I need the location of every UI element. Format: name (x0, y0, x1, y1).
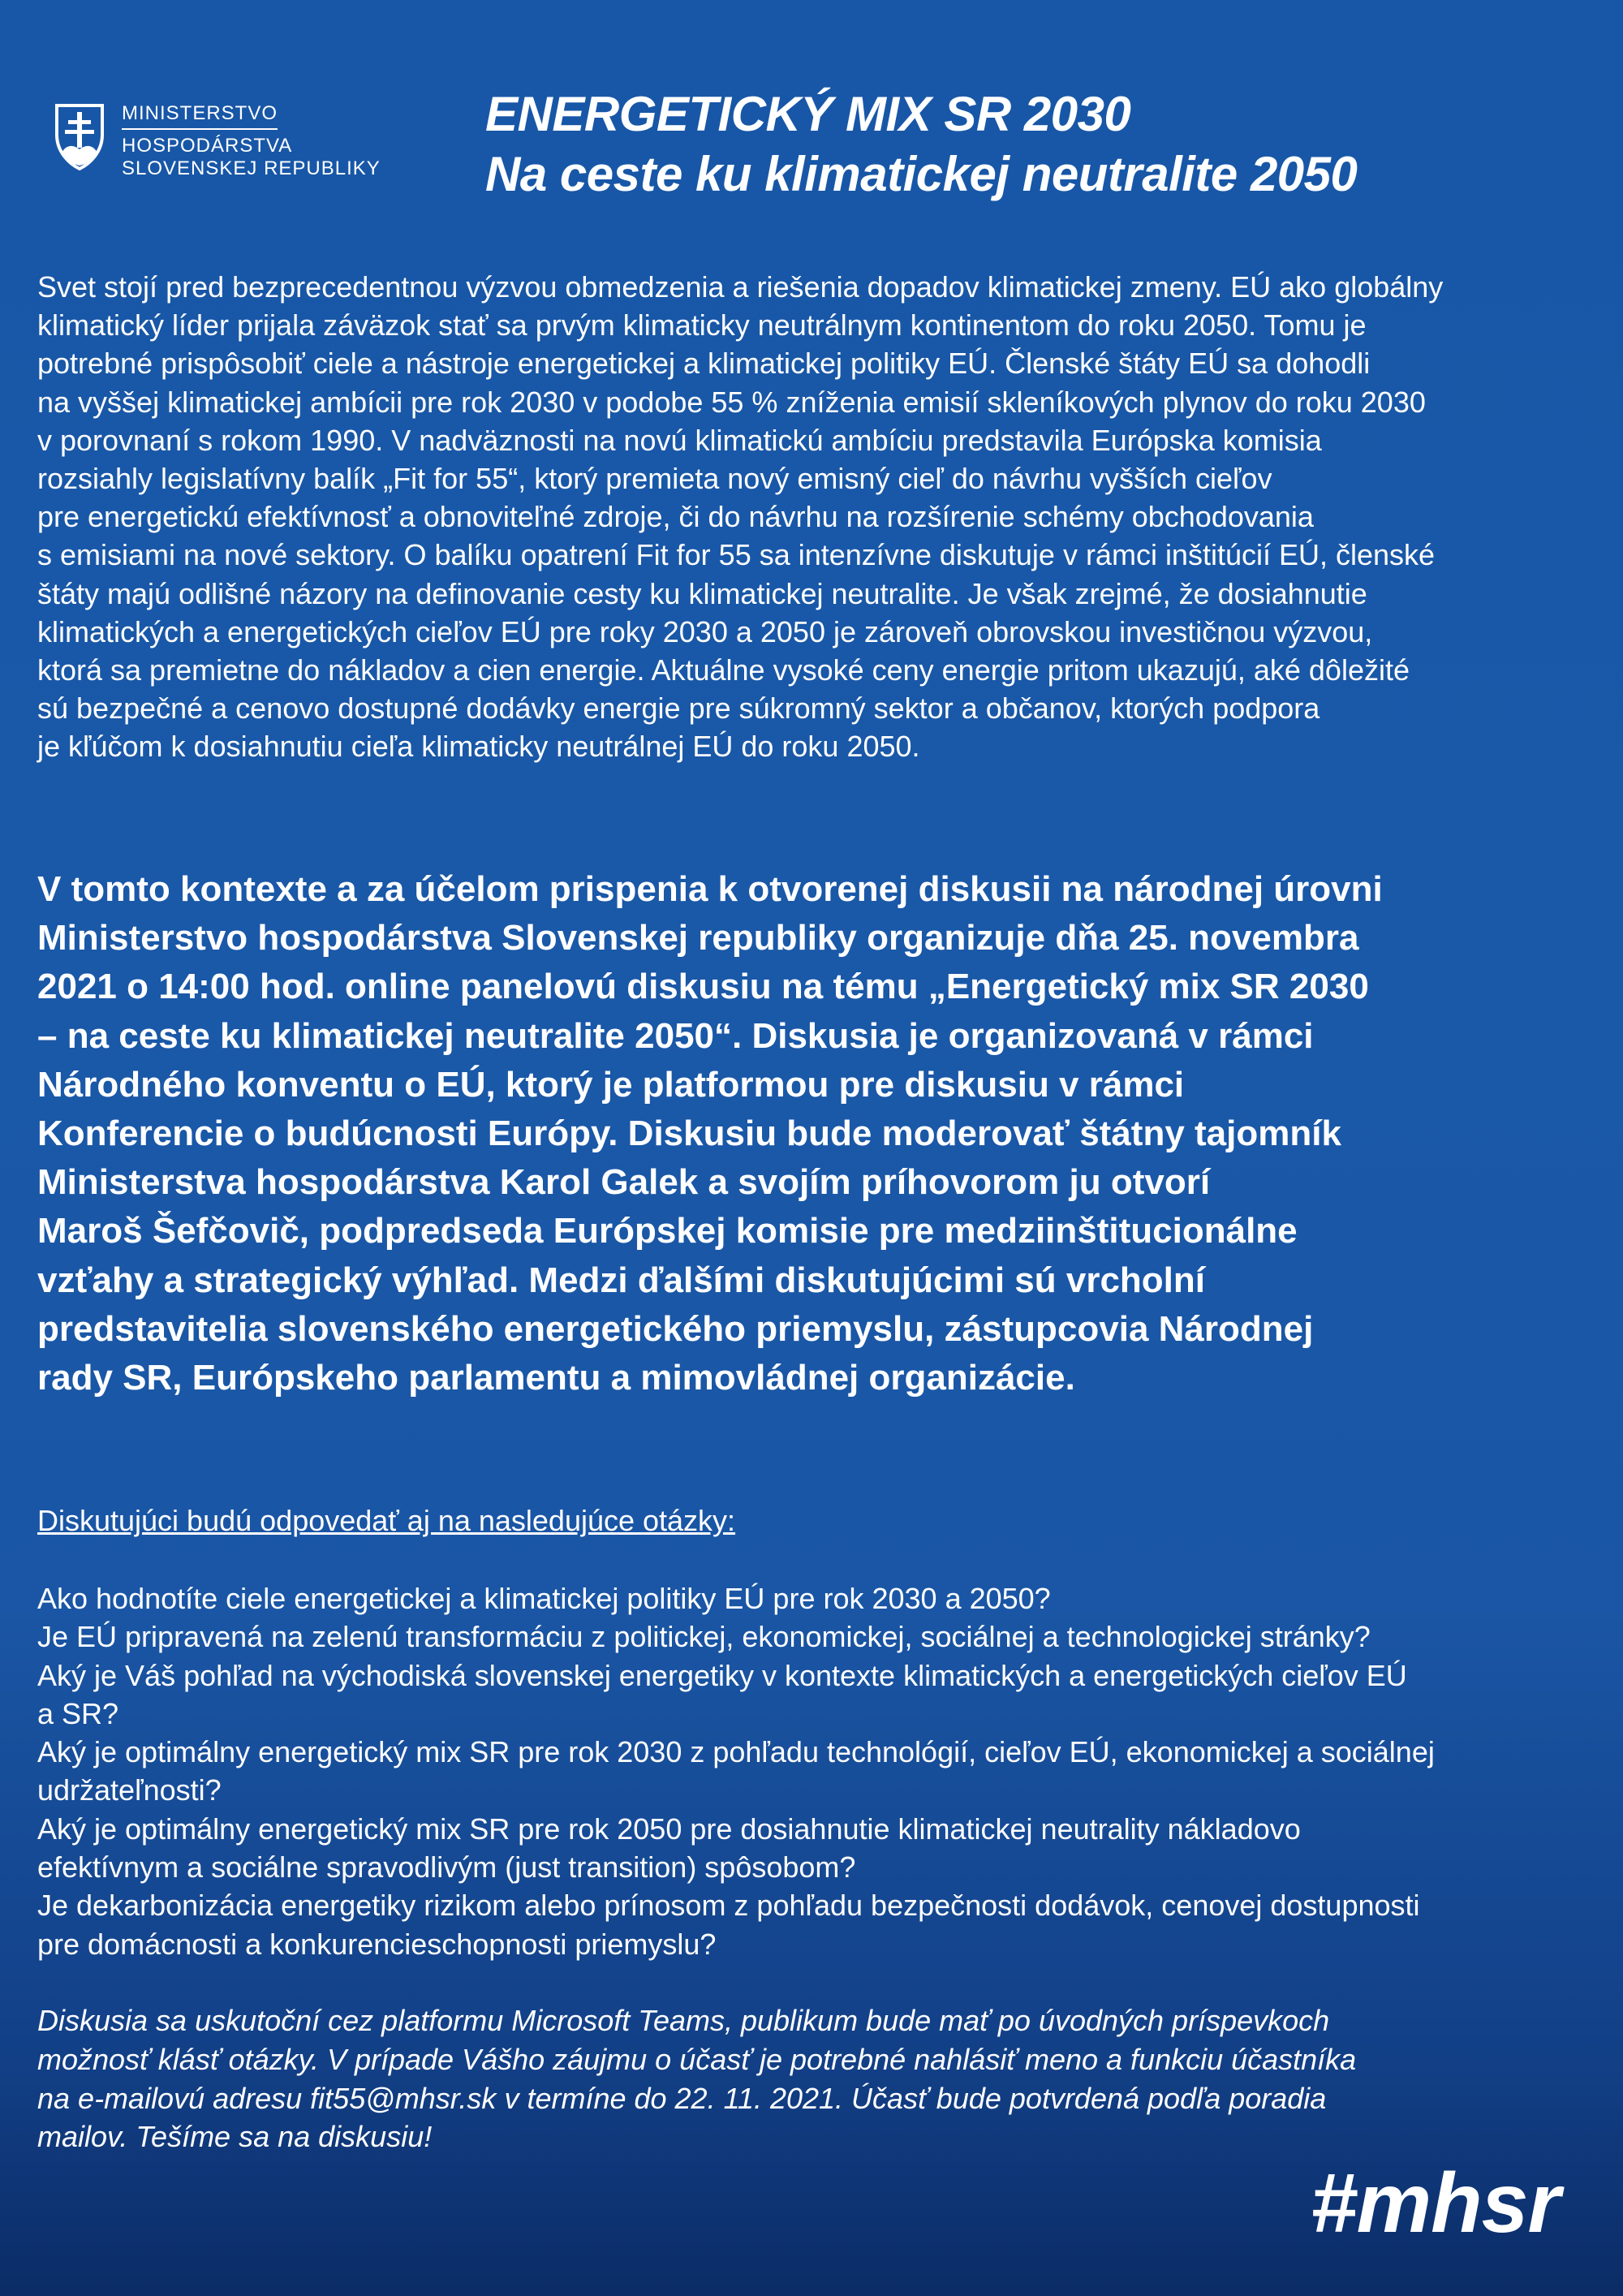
hashtag: #mhsr (1310, 2156, 1560, 2251)
questions-list (37, 1579, 1604, 1963)
intro-line: na vyššej klimatickej ambícii pre rok 2030 v podobe 55 % zníženia emisií skleníkových plynov do roku 2030 (37, 385, 1426, 419)
page-title (485, 84, 1357, 205)
slovak-coat-of-arms-icon (54, 102, 105, 170)
logo-line-2: HOSPODÁRSTVA (122, 135, 293, 157)
announcement-line: Konferencie o budúcnosti Európy. Diskusiu bude moderovať štátny tajomník (37, 1114, 1341, 1154)
intro-line: rozsiahly legislatívny balík „Fit for 55“, ktorý premieta nový emisný cieľ do návrhu vyšších cieľov (37, 462, 1272, 496)
announcement-line: Národného konventu o EÚ, ktorý je platformou pre diskusiu v rámci (37, 1064, 1185, 1105)
announcement-line: predstavitelia slovenského energetického priemyslu, zástupcovia Národnej (37, 1308, 1314, 1349)
ministry-logo (54, 102, 381, 180)
title-line-1: ENERGETICKÝ MIX SR 2030 (485, 87, 1131, 141)
question-line: Aký je Váš pohľad na východiská slovenskej energetiky v kontexte klimatických a energetických cieľov EÚ (37, 1658, 1407, 1692)
question-line: Aký je optimálny energetický mix SR pre rok 2050 pre dosiahnutie klimatickej neutrality nákladovo (37, 1811, 1301, 1846)
intro-line: ktorá sa premietne do nákladov a cien energie. Aktuálne vysoké ceny energie pritom ukazujú, aké dôležité (37, 653, 1410, 687)
logo-line-3: SLOVENSKEJ REPUBLIKY (122, 157, 381, 179)
question-line: Aký je optimálny energetický mix SR pre rok 2030 z pohľadu technológií, cieľov EÚ, ekonomickej a sociálnej (37, 1735, 1435, 1769)
question-line: Je dekarbonizácia energetiky rizikom alebo prínosom z pohľadu bezpečnosti dodávok, cenovej dostupnosti (37, 1889, 1420, 1923)
announcement-line: V tomto kontexte a za účelom prispenia k otvorenej diskusii na národnej úrovni (37, 869, 1383, 909)
closing-paragraph (37, 2001, 1604, 2156)
intro-line: pre energetickú efektívnosť a obnoviteľné zdroje, či do návrhu na rozšírenie schémy obchodovania (37, 500, 1314, 534)
intro-line: potrebné prispôsobiť ciele a nástroje energetickej a klimatickej politiky EÚ. Členské štáty EÚ sa dohodli (37, 347, 1371, 381)
announcement-line: rady SR, Európskeho parlamentu a mimovládnej organizácie. (37, 1358, 1075, 1398)
logo-line-1: MINISTERSTVO (122, 102, 278, 130)
announcement-line: 2021 o 14:00 hod. online panelovú diskusiu na tému „Energetický mix SR 2030 (37, 967, 1369, 1007)
intro-line: Svet stojí pred bezprecedentnou výzvou obmedzenia a riešenia dopadov klimatickej zmeny. EÚ ako globálny (37, 270, 1444, 304)
intro-line: je kľúčom k dosiahnutiu cieľa klimaticky neutrálnej EÚ do roku 2050. (37, 730, 920, 764)
question-line: pre domácnosti a konkurencieschopnosti priemyslu? (37, 1927, 717, 1961)
intro-line: klimatický líder prijala záväzok stať sa prvým klimaticky neutrálnym kontinentom do roku 2050. Tomu je (37, 308, 1367, 342)
intro-line: štáty majú odlišné názory na definovanie cesty ku klimatickej neutralite. Je však zrejmé, že dosiahnutie (37, 576, 1367, 610)
announcement-line: vzťahy a strategický výhľad. Medzi ďalšími diskutujúcimi sú vrcholní (37, 1260, 1206, 1300)
announcement-paragraph (37, 865, 1604, 1402)
intro-line: s emisiami na nové sektory. O balíku opatrení Fit for 55 sa intenzívne diskutuje v rámci inštitúcií EÚ, členské (37, 538, 1436, 572)
announcement-line: Maroš Šefčovič, podpredseda Európskej komisie pre medziinštitucionálne (37, 1211, 1298, 1251)
announcement-line: Ministerstva hospodárstva Karol Galek a svojím príhovorom ju otvorí (37, 1162, 1211, 1203)
intro-line: klimatických a energetických cieľov EÚ pre roky 2030 a 2050 je zároveň obrovskou investičnou výzvou, (37, 614, 1373, 648)
question-line: a SR? (37, 1696, 119, 1730)
intro-paragraph (37, 268, 1604, 766)
closing-line: Diskusia sa uskutoční cez platformu Microsoft Teams, publikum bude mať po úvodných príspevkoch (37, 2004, 1330, 2037)
announcement-line: Ministerstvo hospodárstva Slovenskej republiky organizuje dňa 25. novembra (37, 918, 1359, 958)
closing-line: na e-mailovú adresu fit55@mhsr.sk v termíne do 22. 11. 2021. Účasť bude potvrdená podľa poradia (37, 2081, 1327, 2115)
question-line: efektívnym a sociálne spravodlivým (just transition) spôsobom? (37, 1850, 856, 1885)
intro-line: v porovnaní s rokom 1990. V nadväznosti na novú klimatickú ambíciu predstavila Európska komisia (37, 423, 1322, 457)
question-line: udržateľnosti? (37, 1773, 222, 1807)
closing-line: mailov. Tešíme sa na diskusiu! (37, 2120, 433, 2154)
questions-heading: Diskutujúci budú odpovedať aj na nasledujúce otázky: (37, 1504, 736, 1537)
question-line: Je EÚ pripravená na zelenú transformáciu z politickej, ekonomickej, sociálnej a technologickej stránky? (37, 1620, 1371, 1654)
question-line: Ako hodnotíte ciele energetickej a klimatickej politiky EÚ pre rok 2030 a 2050? (37, 1582, 1051, 1615)
intro-line: sú bezpečné a cenovo dostupné dodávky energie pre súkromný sektor a občanov, ktorých podpora (37, 691, 1320, 726)
title-line-2: Na ceste ku klimatickej neutralite 2050 (485, 147, 1358, 201)
announcement-line: – na ceste ku klimatickej neutralite 2050“. Diskusia je organizovaná v rámci (37, 1015, 1314, 1056)
closing-line: možnosť klásť otázky. V prípade Vášho záujmu o účasť je potrebné nahlásiť meno a funkciu účastníka (37, 2042, 1357, 2076)
